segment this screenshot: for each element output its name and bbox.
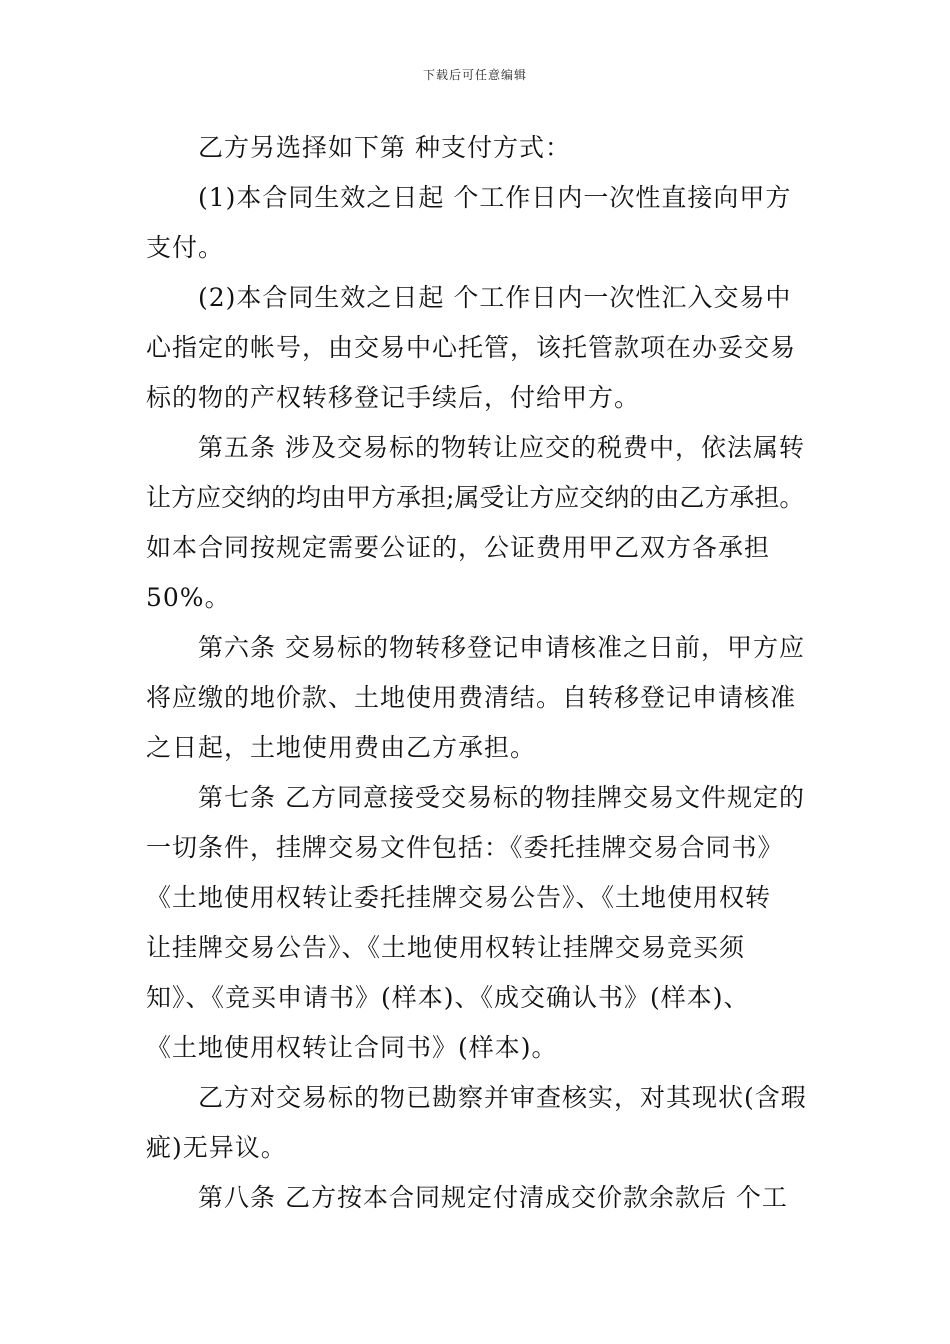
text-line: 乙方另选择如下第 种支付方式： bbox=[198, 133, 571, 162]
text-line: 疵)无异议。 bbox=[146, 1133, 287, 1162]
text-line: 第五条 涉及交易标的物转让应交的税费中，依法属转 bbox=[198, 433, 805, 462]
text-line: (2)本合同生效之日起 个工作日内一次性汇入交易中 bbox=[198, 283, 792, 312]
text-line: 心指定的帐号，由交易中心托管，该托管款项在办妥交易 bbox=[146, 333, 797, 362]
text-line: 支付。 bbox=[146, 233, 225, 262]
text-line: 将应缴的地价款、土地使用费清结。自转移登记申请核准 bbox=[146, 683, 797, 712]
text-line: 一切条件，挂牌交易文件包括：《委托挂牌交易合同书》 bbox=[146, 833, 784, 862]
text-line: 第八条 乙方按本合同规定付清成交价款余款后 个工 bbox=[198, 1183, 788, 1212]
text-line: 让挂牌交易公告》、《土地使用权转让挂牌交易竞买须 bbox=[146, 933, 746, 962]
text-line: 让方应交纳的均由甲方承担;属受让方应交纳的由乙方承担。 bbox=[146, 483, 805, 512]
text-line: 知》、《竞买申请书》(样本)、《成交确认书》(样本)、 bbox=[146, 983, 750, 1012]
text-line: (1)本合同生效之日起 个工作日内一次性直接向甲方 bbox=[198, 183, 792, 212]
page-header: 下载后可任意编辑 bbox=[422, 68, 527, 82]
text-line: 第六条 交易标的物转移登记申请核准之日前，甲方应 bbox=[198, 633, 805, 662]
text-line: 第七条 乙方同意接受交易标的物挂牌交易文件规定的 bbox=[198, 783, 805, 812]
text-line: 之日起，土地使用费由乙方承担。 bbox=[146, 733, 537, 762]
text-line: 50%。 bbox=[146, 583, 231, 612]
text-line: 《土地使用权转让委托挂牌交易公告》、《土地使用权转 bbox=[146, 883, 772, 912]
text-line: 如本合同按规定需要公证的，公证费用甲乙双方各承担 bbox=[146, 533, 771, 562]
text-line: 标的物的产权转移登记手续后，付给甲方。 bbox=[146, 383, 641, 412]
text-line: 《土地使用权转让合同书》(样本)。 bbox=[146, 1033, 558, 1062]
text-line: 乙方对交易标的物已勘察并审查核实，对其现状(含瑕 bbox=[198, 1083, 807, 1112]
